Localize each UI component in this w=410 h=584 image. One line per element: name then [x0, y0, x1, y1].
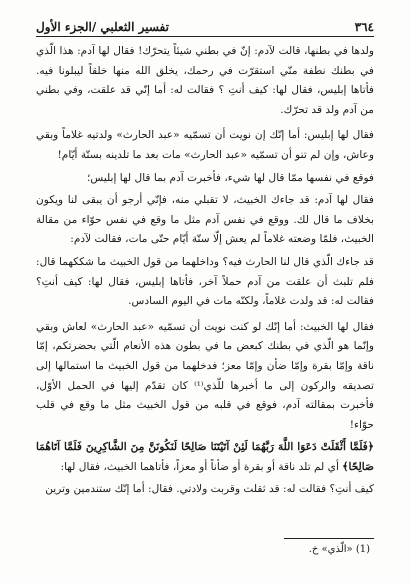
paragraph-7-text: أي لم تلد ناقة أو بقرة أو ضأناً أو معزاً، فأتاهما الخبيث، فقال لها:	[60, 460, 343, 473]
body-text	[36, 42, 374, 503]
header-title: تفسير الثعلبي /الجزء الأول	[36, 20, 169, 34]
running-header	[36, 14, 374, 37]
paragraph-3: فوقع في نفسها ممّا قال لها شيء، فأخبرت آدم بما قال لها إبليس؛	[86, 171, 374, 184]
paragraph-8: كيف أنتِ؟ فقالت له: قد ثقلت وقربت ولادتي. فقال: أما إنّك ستندمين وترين	[45, 483, 374, 496]
header-page-number: ٣٦٤	[354, 20, 374, 34]
footnote-divider	[284, 538, 374, 539]
paragraph-5: قد جاءك الّذي قال لنا الحارث فيه؟ وداخلهما من قول الخبيث ما شككهما قال: فلم تلبث أن علقت من آدم حملاً آخر، فأتاها إبليس، فقال لها: كيف أنتِ؟ فقالت له: قد ولدت غلاماً، ولكنّه مات في اليوم السادس.	[36, 255, 374, 308]
paragraph-2: فقال لها إبليس: أما إنّك إن نويت أن تسمّيه «عبد الحارث» ولدتيه غلاماً وبقي وعاش، وإن لم تنو أن تسمّيه «عبد الحارث» مات بعد ما تلدينه بستّة أيّام!	[36, 129, 374, 161]
quran-verse: ﴿فَلَمَّا أَثْقَلَتْ دَعَوَا اللَّهَ رَبَّهُمَا لَئِنْ آتَيْتَنَا صَالِحًا لَنَكُونَنَّ مِنَ الشَّاكِرِينَ فَلَمَّا آتَاهُمَا صَالِحًا﴾	[36, 441, 374, 473]
paragraph-1: ولدها في بطنها، قالت لآدم: إنّ في بطني شيئاً يتحرّك! فقال لها آدم: هذا الّذي في بطنك نطفة منّي استقرّت في رحمك، يخلق الله منها خلقاً ليبلونا فيه. فأتاها إبليس، فقال لها: كيف أنتِ ؟ فقالت له: أما إنّي قد علقت، وفي بطني من آدم ولد قد تحرّك.	[36, 45, 374, 116]
paragraph-7	[36, 438, 374, 477]
footnote: (1) «الّذي» خ.	[308, 544, 370, 555]
paragraph-4: فقال لها آدم: قد جاءك الخبيث، لا تقبلي منه، فإنّي أرجو أن يبقى لنا ويكون بخلاف ما قال لك. ووقع في نفس آدم مثل ما وقع في نفس حوّاء من مقالة الخبيث، فلمّا وضعته غلاماً لم يعش إلّا ستّة أيّام حتّى مات، فقالت لآدم:	[36, 194, 374, 246]
paragraph-6: فقال لها الخبيث: أما إنّك لو كنت نويت أن تسمّيه «عبد الحارث» لعاش وبقي وإنّما هو الّذي في بطنك كبعض ما في بطون هذه الأنعام الّتي بحضرتكم، إمّا ناقة وإمّا بقرة وإمّا ضأن وإمّا معز؛ فدخلهما من قول الخبيث ما استمالها إلى تصديقه والركون إلى ما أخبرها للّذي⁽¹⁾ كان تقدّم إليها في الحمل الأوّل، فأخبرت بمقالته آدم، فوقع في قلبه من قول الخبيث مثل ما وقع في قلب حوّاء!	[36, 320, 375, 431]
